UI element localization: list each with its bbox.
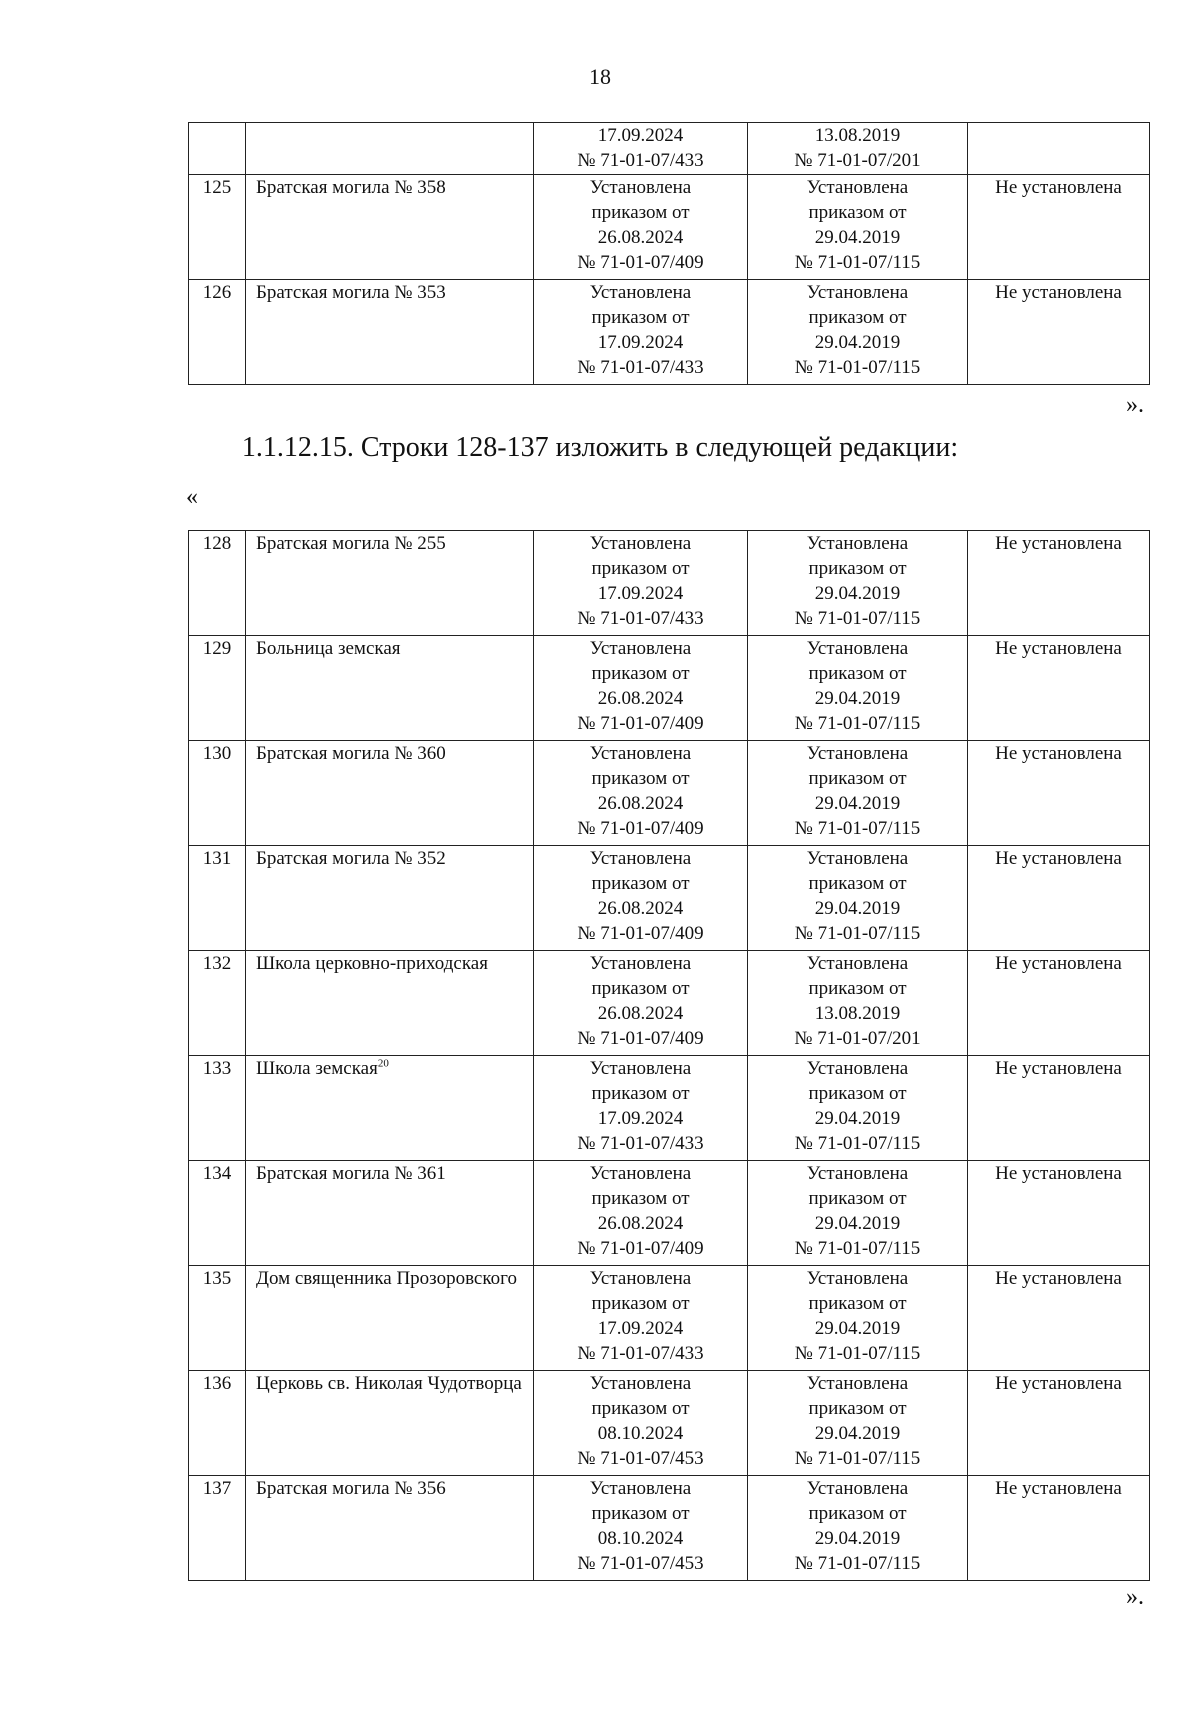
protection-zone-order <box>534 1161 748 1266</box>
order-line: приказом от <box>591 558 690 579</box>
territory-status: Не установлена <box>968 1056 1150 1161</box>
top-table <box>188 122 1150 385</box>
table-row <box>189 951 1150 1056</box>
protection-zone-order <box>534 531 748 636</box>
object-name-text: Церковь св. Николая Чудотворца <box>256 1373 522 1394</box>
order-line: № 71-01-07/115 <box>794 252 921 273</box>
object-name <box>246 741 534 846</box>
object-name <box>246 1161 534 1266</box>
object-name <box>246 280 534 385</box>
order-line: 26.08.2024 <box>597 793 684 814</box>
protection-zone-order <box>534 280 748 385</box>
order-line: приказом от <box>591 1398 690 1419</box>
order-line: № 71-01-07/409 <box>577 923 704 944</box>
order-line: Установлена <box>806 848 909 869</box>
table-row <box>189 846 1150 951</box>
order-line: 26.08.2024 <box>597 227 684 248</box>
order-line: приказом от <box>591 202 690 223</box>
order-line: № 71-01-07/409 <box>577 713 704 734</box>
order-line: Установлена <box>589 533 692 554</box>
row-number: 136 <box>189 1371 246 1476</box>
order-line: 29.04.2019 <box>814 1108 901 1129</box>
subject-protection-order <box>748 951 968 1056</box>
closing-quote: ». <box>1126 392 1144 418</box>
order-line: 29.04.2019 <box>814 583 901 604</box>
order-line: приказом от <box>808 1398 907 1419</box>
order-line: Установлена <box>806 533 909 554</box>
table-row <box>189 1476 1150 1581</box>
table-row <box>189 531 1150 636</box>
protection-zone-order <box>534 123 748 175</box>
territory-status: Не установлена <box>968 280 1150 385</box>
object-name <box>246 846 534 951</box>
order-line: приказом от <box>808 768 907 789</box>
subject-protection-order <box>748 175 968 280</box>
protection-zone-order <box>534 846 748 951</box>
object-name-text: Братская могила № 361 <box>256 1163 446 1184</box>
closing-quote: ». <box>1126 1584 1144 1610</box>
order-line: № 71-01-07/115 <box>794 923 921 944</box>
section-heading: 1.1.12.15. Строки 128-137 изложить в следующей редакции: <box>241 432 959 463</box>
order-line: 29.04.2019 <box>814 332 901 353</box>
protection-zone-order <box>534 636 748 741</box>
territory-status: Не установлена <box>968 951 1150 1056</box>
object-name <box>246 1371 534 1476</box>
subject-protection-order <box>748 1056 968 1161</box>
protection-zone-order <box>534 1371 748 1476</box>
protection-zone-order <box>534 741 748 846</box>
object-name <box>246 951 534 1056</box>
object-name-text: Братская могила № 255 <box>256 533 446 554</box>
subject-protection-order <box>748 280 968 385</box>
order-line: № 71-01-07/409 <box>577 818 704 839</box>
table-row <box>189 1161 1150 1266</box>
order-line: 29.04.2019 <box>814 898 901 919</box>
order-line: 29.04.2019 <box>814 227 901 248</box>
order-line: № 71-01-07/115 <box>794 713 921 734</box>
order-line: № 71-01-07/453 <box>577 1448 704 1469</box>
order-line: приказом от <box>591 1293 690 1314</box>
object-name-text: Братская могила № 352 <box>256 848 446 869</box>
order-line: Установлена <box>589 953 692 974</box>
order-line: Установлена <box>589 848 692 869</box>
order-line: Установлена <box>806 743 909 764</box>
subject-protection-order <box>748 1476 968 1581</box>
order-line: Установлена <box>589 1373 692 1394</box>
order-line: 29.04.2019 <box>814 1318 901 1339</box>
territory-status: Не установлена <box>968 741 1150 846</box>
order-line: Установлена <box>589 1478 692 1499</box>
order-line: № 71-01-07/453 <box>577 1553 704 1574</box>
row-number: 128 <box>189 531 246 636</box>
subject-protection-order <box>748 846 968 951</box>
territory-status: Не установлена <box>968 1476 1150 1581</box>
order-line: № 71-01-07/115 <box>794 608 921 629</box>
object-name-text: Школа церковно-приходская <box>256 953 488 974</box>
subject-protection-order <box>748 1266 968 1371</box>
order-line: № 71-01-07/433 <box>577 608 704 629</box>
protection-zone-order <box>534 951 748 1056</box>
order-line: Установлена <box>589 1163 692 1184</box>
table-row <box>189 1266 1150 1371</box>
protection-zone-order <box>534 1266 748 1371</box>
order-line: 26.08.2024 <box>597 688 684 709</box>
order-line: № 71-01-07/115 <box>794 1448 921 1469</box>
protection-zone-order <box>534 1476 748 1581</box>
order-line: приказом от <box>808 1503 907 1524</box>
table-row <box>189 280 1150 385</box>
order-line: приказом от <box>591 1188 690 1209</box>
row-number: 131 <box>189 846 246 951</box>
order-line: 26.08.2024 <box>597 1003 684 1024</box>
order-line: № 71-01-07/115 <box>794 1553 921 1574</box>
protection-zone-order <box>534 175 748 280</box>
order-line: № 71-01-07/115 <box>794 357 921 378</box>
order-line: приказом от <box>591 978 690 999</box>
object-name-text: Братская могила № 360 <box>256 743 446 764</box>
order-line: Установлена <box>806 1373 909 1394</box>
order-line: приказом от <box>808 558 907 579</box>
order-line: № 71-01-07/201 <box>794 150 921 171</box>
order-line: Установлена <box>589 1058 692 1079</box>
order-line: № 71-01-07/115 <box>794 818 921 839</box>
territory-status: Не установлена <box>968 1161 1150 1266</box>
order-line: № 71-01-07/433 <box>577 1343 704 1364</box>
order-line: 29.04.2019 <box>814 793 901 814</box>
protection-zone-order <box>534 1056 748 1161</box>
order-line: Установлена <box>806 1163 909 1184</box>
order-line: 17.09.2024 <box>597 583 684 604</box>
order-line: Установлена <box>589 638 692 659</box>
object-name <box>246 123 534 175</box>
order-line: Установлена <box>589 1268 692 1289</box>
table-row <box>189 741 1150 846</box>
row-number: 137 <box>189 1476 246 1581</box>
object-name-text: Больница земская <box>256 638 401 659</box>
order-line: 17.09.2024 <box>597 1318 684 1339</box>
object-name <box>246 1056 534 1161</box>
object-name-text: Братская могила № 358 <box>256 177 446 198</box>
order-line: № 71-01-07/433 <box>577 150 704 171</box>
page-number: 18 <box>589 64 611 89</box>
object-name-text: Школа земская <box>256 1058 378 1079</box>
row-number: 125 <box>189 175 246 280</box>
row-number: 133 <box>189 1056 246 1161</box>
order-line: Установлена <box>589 743 692 764</box>
order-line: 13.08.2019 <box>814 1003 901 1024</box>
order-line: 26.08.2024 <box>597 1213 684 1234</box>
order-line: № 71-01-07/433 <box>577 1133 704 1154</box>
table-row <box>189 123 1150 175</box>
order-line: Установлена <box>806 1268 909 1289</box>
subject-protection-order <box>748 123 968 175</box>
order-line: 17.09.2024 <box>597 125 684 146</box>
subject-protection-order <box>748 1371 968 1476</box>
order-line: 08.10.2024 <box>597 1423 684 1444</box>
order-line: Установлена <box>589 177 692 198</box>
subject-protection-order <box>748 531 968 636</box>
order-line: № 71-01-07/409 <box>577 1028 704 1049</box>
order-line: № 71-01-07/433 <box>577 357 704 378</box>
order-line: приказом от <box>808 1188 907 1209</box>
object-name-text: Братская могила № 356 <box>256 1478 446 1499</box>
main-table <box>188 530 1150 1581</box>
order-line: № 71-01-07/115 <box>794 1238 921 1259</box>
territory-status: Не установлена <box>968 1266 1150 1371</box>
table-row <box>189 636 1150 741</box>
order-line: приказом от <box>808 978 907 999</box>
territory-status <box>968 123 1150 175</box>
row-number <box>189 123 246 175</box>
order-line: 29.04.2019 <box>814 1423 901 1444</box>
order-line: 08.10.2024 <box>597 1528 684 1549</box>
order-line: Установлена <box>806 1478 909 1499</box>
row-number: 126 <box>189 280 246 385</box>
row-number: 130 <box>189 741 246 846</box>
object-name-text: Дом священника Прозоровского <box>256 1268 517 1289</box>
object-name-text: Братская могила № 353 <box>256 282 446 303</box>
table-row <box>189 175 1150 280</box>
footnote-ref: 20 <box>377 1057 389 1070</box>
order-line: Установлена <box>806 177 909 198</box>
order-line: № 71-01-07/409 <box>577 252 704 273</box>
object-name <box>246 175 534 280</box>
table-row <box>189 1056 1150 1161</box>
order-line: приказом от <box>808 873 907 894</box>
order-line: 29.04.2019 <box>814 688 901 709</box>
order-line: 17.09.2024 <box>597 332 684 353</box>
object-name <box>246 1476 534 1581</box>
territory-status: Не установлена <box>968 846 1150 951</box>
territory-status: Не установлена <box>968 531 1150 636</box>
subject-protection-order <box>748 1161 968 1266</box>
order-line: приказом от <box>808 202 907 223</box>
order-line: Установлена <box>806 953 909 974</box>
order-line: 17.09.2024 <box>597 1108 684 1129</box>
row-number: 132 <box>189 951 246 1056</box>
territory-status: Не установлена <box>968 1371 1150 1476</box>
order-line: приказом от <box>591 663 690 684</box>
order-line: приказом от <box>808 307 907 328</box>
order-line: приказом от <box>591 873 690 894</box>
row-number: 134 <box>189 1161 246 1266</box>
order-line: Установлена <box>806 1058 909 1079</box>
order-line: № 71-01-07/115 <box>794 1343 921 1364</box>
territory-status: Не установлена <box>968 636 1150 741</box>
order-line: приказом от <box>808 663 907 684</box>
order-line: приказом от <box>808 1293 907 1314</box>
order-line: приказом от <box>591 307 690 328</box>
object-name <box>246 531 534 636</box>
order-line: 13.08.2019 <box>814 125 901 146</box>
order-line: № 71-01-07/409 <box>577 1238 704 1259</box>
order-line: Установлена <box>806 282 909 303</box>
order-line: приказом от <box>591 768 690 789</box>
table-row <box>189 1371 1150 1476</box>
order-line: 26.08.2024 <box>597 898 684 919</box>
order-line: Установлена <box>806 638 909 659</box>
order-line: Установлена <box>589 282 692 303</box>
row-number: 129 <box>189 636 246 741</box>
subject-protection-order <box>748 636 968 741</box>
object-name <box>246 636 534 741</box>
order-line: 29.04.2019 <box>814 1213 901 1234</box>
order-line: приказом от <box>591 1503 690 1524</box>
opening-quote: « <box>186 484 198 510</box>
order-line: № 71-01-07/201 <box>794 1028 921 1049</box>
order-line: приказом от <box>808 1083 907 1104</box>
order-line: № 71-01-07/115 <box>794 1133 921 1154</box>
object-name <box>246 1266 534 1371</box>
row-number: 135 <box>189 1266 246 1371</box>
territory-status: Не установлена <box>968 175 1150 280</box>
order-line: 29.04.2019 <box>814 1528 901 1549</box>
order-line: приказом от <box>591 1083 690 1104</box>
subject-protection-order <box>748 741 968 846</box>
